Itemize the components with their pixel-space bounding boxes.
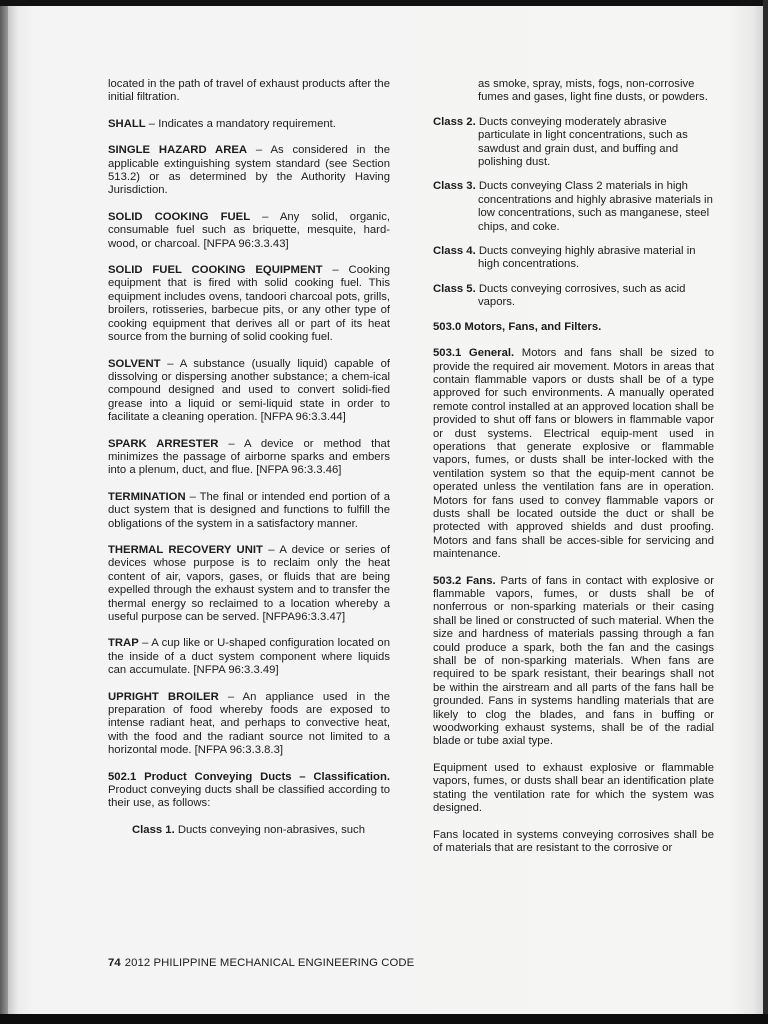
definition-entry: SOLVENT – A substance (usually liquid) capable of dissolving or dispersing another substance; a chem-ical compound designed and used to convert solidi-fied grease into a liquid or semi-liquid state in order to facilitate a cleaning operation. [NFPA 96:3.3.44] bbox=[108, 357, 390, 424]
section-heading: 503.0 Motors, Fans, and Filters. bbox=[433, 320, 602, 333]
class-1-item: Class 1. Ducts conveying non-abrasives, such bbox=[132, 823, 365, 836]
page-footer bbox=[108, 957, 414, 969]
class-item: Class 2. Ducts conveying moderately abrasive particulate in light concentrations, such as sawdust and grain dust, and buffing and polishing dust. bbox=[433, 115, 688, 169]
definition-entry: TERMINATION – The final or intended end portion of a duct system that is designed and functions to fulfill the obligations of the system in a satisfactory manner. bbox=[108, 490, 390, 530]
class-item: Class 3. Ducts conveying Class 2 materials in high concentrations and highly abrasive materials in low concentrations, such as manganese, steel chips, and coke. bbox=[433, 180, 713, 233]
definition-entry: TRAP – A cup like or U-shaped configuration located on the inside of a duct system component where liquids can accumulate. [NFPA 96:3.3.49] bbox=[108, 637, 390, 677]
section-503-2: 503.2 Fans. Parts of fans in contact with explosive or flammable vapors, fumes, or dusts shall be of nonferrous or non-sparking materials or their casing shall be lined or constructed of such material. When the size and hardness of materials passing through a fan could produce a spark, both the fan and the casings shall be of non-sparking materials. When fans are required to be spark resistant, their bearings shall not be within the airstream and all parts of the fans hall be grounded. Fans in systems handling materials that are likely to clog the blades, and fans in buffing or woodworking exhaust systems, shall be of the radial blade or tube axial type. bbox=[433, 574, 714, 748]
definition-entry: THERMAL RECOVERY UNIT – A device or series of devices whose purpose is to reclaim only the heat content of air, vapors, gases, or fluids that are being expelled through the exhaust system and to transfer the thermal energy so reclaimed to a location whereby a useful purpose can be served. [NFPA96:3.3.47] bbox=[108, 543, 390, 623]
definition-entry: SOLID FUEL COOKING EQUIPMENT – Cooking equipment that is fired with solid cooking fuel. This equipment includes ovens, tandoori charcoal pots, grills, broilers, rotisseries, barbecue pits, or any other type of cooking equipment that derives all or part of its heat source from the burning of solid cooking fuel. bbox=[108, 264, 391, 344]
section-502-1: 502.1 Product Conveying Ducts – Classification. Product conveying ducts shall be classified according to their use, as follows: bbox=[108, 770, 390, 810]
scan-right-edge bbox=[763, 0, 768, 1024]
definition-entry: located in the path of travel of exhaust products after the initial filtration. bbox=[108, 78, 390, 104]
class-1-continuation: as smoke, spray, mists, fogs, non-corrosive fumes and gases, light fine dusts, or powders. bbox=[478, 78, 708, 104]
definition-entry: SOLID COOKING FUEL – Any solid, organic, consumable fuel such as briquette, mesquite, hard-wood, or charcoal. [NFPA 96:3.3.43] bbox=[108, 210, 390, 250]
class-item: Class 5. Ducts conveying corrosives, such as acid vapors. bbox=[433, 282, 686, 309]
definition-entry: SHALL – Indicates a mandatory requirement. bbox=[108, 117, 336, 130]
footer-title: 2012 PHILIPPINE MECHANICAL ENGINEERING CODE bbox=[124, 957, 415, 969]
left-column bbox=[108, 78, 390, 850]
definition-entry: SPARK ARRESTER – A device or method that minimizes the passage of airborne sparks and embers into a plenum, duct, and flue. [NFPA 96:3.3.46] bbox=[108, 437, 390, 477]
definition-entry: UPRIGHT BROILER – An appliance used in the preparation of food whereby foods are exposed to intense radiant heat, and perhaps to convective heat, with the food and the radiant source not limited to a horizontal mode. [NFPA 96:3.3.8.3] bbox=[108, 690, 391, 757]
scan-left-edge bbox=[0, 0, 8, 1024]
definition-entry: SINGLE HAZARD AREA – As considered in the applicable extinguishing system standard (see Section 513.2) or as determined by the Authority Having Jurisdiction. bbox=[108, 144, 390, 197]
section-503-1: 503.1 General. Motors and fans shall be sized to provide the required air movement. Motors in areas that contain flammable vapors or dusts shall be of a type approved for such environments. A manually operated remote control installed at an approved location shall be provided to shut off fans or blowers in flammable vapor or dust systems. Electrical equip-ment used in operations that generate explosive or flammable vapors, fumes, or dusts shall be inter-locked with the ventilation system so that the equip-ment cannot be operated unless the ventilation fans are in operation. Motors for fans used to convey flammable vapors or dusts shall be located outside the duct or shall be protected with approved shields and dust proofing. Motors and fans shall be acces-sible for servicing and maintenance. bbox=[433, 347, 714, 561]
class-item: Class 4. Ducts conveying highly abrasive material in high concentrations. bbox=[433, 245, 696, 271]
right-column bbox=[433, 78, 714, 868]
body-paragraph: Equipment used to exhaust explosive or flammable vapors, fumes, or dusts shall bear an identification plate stating the ventilation rate for which the system was designed. bbox=[433, 761, 714, 815]
page-number: 74 bbox=[108, 957, 121, 969]
body-paragraph: Fans located in systems conveying corrosives shall be of materials that are resistant to the corrosive or bbox=[433, 828, 714, 854]
scan-bottom-border bbox=[0, 1014, 768, 1024]
